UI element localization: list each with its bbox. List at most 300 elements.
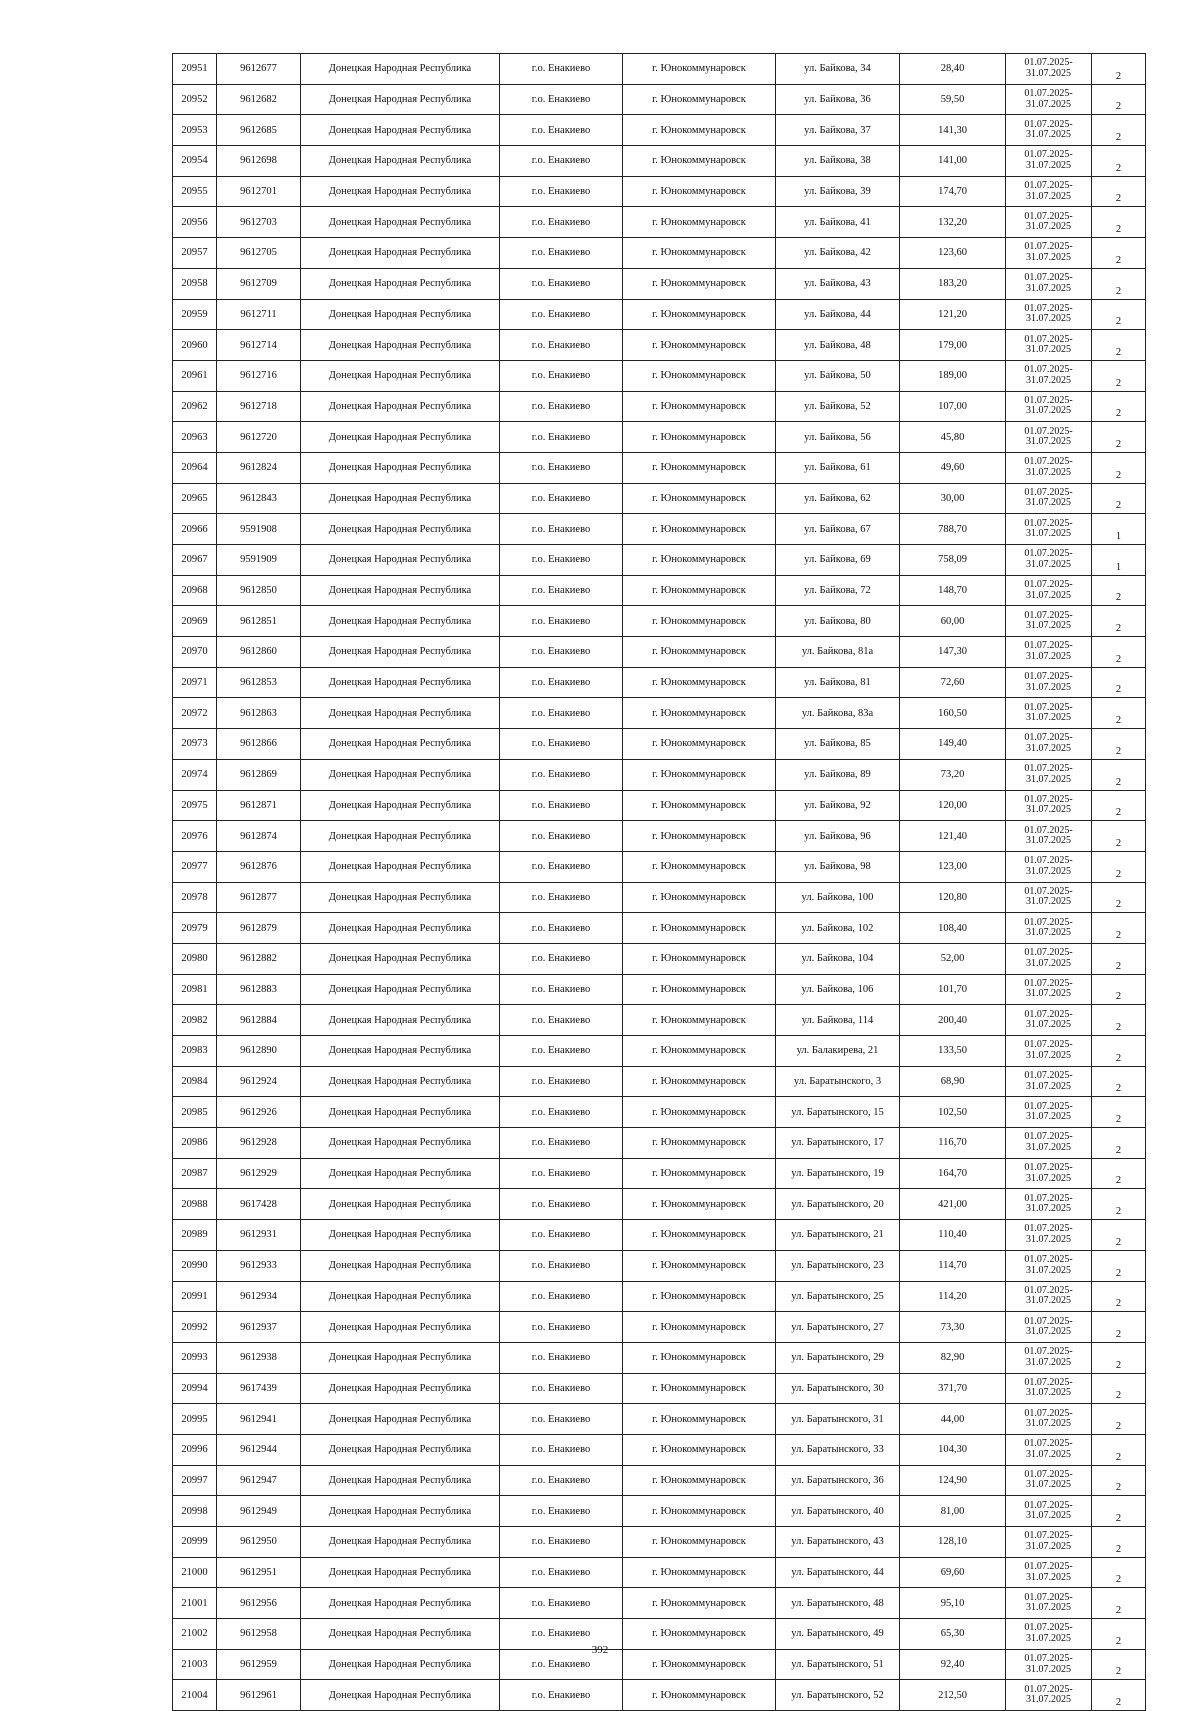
region-cell: Донецкая Народная Республика [301, 54, 500, 85]
table-row [173, 851, 1146, 882]
row-number-cell: 20977 [173, 851, 217, 882]
district-cell: г.о. Енакиево [500, 759, 623, 790]
region-cell: Донецкая Народная Республика [301, 268, 500, 299]
period-end: 31.07.2025 [1026, 773, 1071, 785]
code-cell: 9612720 [217, 422, 301, 453]
table-row [173, 1404, 1146, 1435]
table-row [173, 790, 1146, 821]
table-row [173, 1527, 1146, 1558]
address-cell: ул. Баратынского, 52 [776, 1680, 900, 1711]
period-end: 31.07.2025 [1026, 681, 1071, 693]
city-cell: г. Юнокоммунаровск [623, 667, 776, 698]
region-cell: Донецкая Народная Республика [301, 1496, 500, 1527]
district-cell: г.о. Енакиево [500, 483, 623, 514]
period-cell [1006, 1158, 1092, 1189]
address-cell: ул. Байкова, 81а [776, 637, 900, 668]
address-cell: ул. Баратынского, 29 [776, 1342, 900, 1373]
address-cell: ул. Баратынского, 44 [776, 1557, 900, 1588]
region-cell: Донецкая Народная Республика [301, 1158, 500, 1189]
code-cell: 9612851 [217, 606, 301, 637]
city-cell: г. Юнокоммунаровск [623, 698, 776, 729]
count-cell: 2 [1092, 729, 1146, 760]
table-row [173, 360, 1146, 391]
row-number-cell: 20984 [173, 1066, 217, 1097]
count-cell: 2 [1092, 943, 1146, 974]
city-cell: г. Юнокоммунаровск [623, 514, 776, 545]
period-cell [1006, 882, 1092, 913]
code-cell: 9612944 [217, 1434, 301, 1465]
row-number-cell: 20962 [173, 391, 217, 422]
period-start: 01.07.2025- [1024, 671, 1073, 683]
period-start: 01.07.2025- [1024, 210, 1073, 222]
period-end: 31.07.2025 [1026, 1233, 1071, 1245]
table-row [173, 1189, 1146, 1220]
address-cell: ул. Байкова, 43 [776, 268, 900, 299]
city-cell: г. Юнокоммунаровск [623, 974, 776, 1005]
row-number-cell: 20986 [173, 1128, 217, 1159]
period-start: 01.07.2025- [1024, 1376, 1073, 1388]
region-cell: Донецкая Народная Республика [301, 1250, 500, 1281]
period-start: 01.07.2025- [1024, 517, 1073, 529]
period-cell [1006, 790, 1092, 821]
count-cell: 2 [1092, 1281, 1146, 1312]
table-row [173, 422, 1146, 453]
table-row [173, 146, 1146, 177]
table-row [173, 1281, 1146, 1312]
period-end: 31.07.2025 [1026, 98, 1071, 110]
period-end: 31.07.2025 [1026, 865, 1071, 877]
city-cell: г. Юнокоммунаровск [623, 1619, 776, 1650]
table-row [173, 483, 1146, 514]
city-cell: г. Юнокоммунаровск [623, 1404, 776, 1435]
area-cell: 49,60 [900, 452, 1006, 483]
period-cell [1006, 545, 1092, 576]
row-number-cell: 20988 [173, 1189, 217, 1220]
period-cell [1006, 1496, 1092, 1527]
city-cell: г. Юнокоммунаровск [623, 483, 776, 514]
district-cell: г.о. Енакиево [500, 1649, 623, 1680]
count-cell: 2 [1092, 575, 1146, 606]
city-cell: г. Юнокоммунаровск [623, 882, 776, 913]
table-row [173, 1066, 1146, 1097]
address-cell: ул. Байкова, 92 [776, 790, 900, 821]
count-cell: 2 [1092, 483, 1146, 514]
address-cell: ул. Баратынского, 15 [776, 1097, 900, 1128]
row-number-cell: 20956 [173, 207, 217, 238]
address-cell: ул. Баратынского, 23 [776, 1250, 900, 1281]
area-cell: 72,60 [900, 667, 1006, 698]
district-cell: г.о. Енакиево [500, 514, 623, 545]
period-end: 31.07.2025 [1026, 282, 1071, 294]
table-row [173, 974, 1146, 1005]
count-cell: 1 [1092, 545, 1146, 576]
area-cell: 128,10 [900, 1527, 1006, 1558]
area-cell: 149,40 [900, 729, 1006, 760]
code-cell: 9612824 [217, 452, 301, 483]
district-cell: г.о. Енакиево [500, 452, 623, 483]
period-end: 31.07.2025 [1026, 1264, 1071, 1276]
region-cell: Донецкая Народная Республика [301, 1312, 500, 1343]
region-cell: Донецкая Народная Республика [301, 821, 500, 852]
count-cell: 2 [1092, 1220, 1146, 1251]
count-cell: 2 [1092, 1434, 1146, 1465]
area-cell: 114,70 [900, 1250, 1006, 1281]
table-row [173, 1680, 1146, 1711]
city-cell: г. Юнокоммунаровск [623, 790, 776, 821]
region-cell: Донецкая Народная Республика [301, 882, 500, 913]
region-cell: Донецкая Народная Республика [301, 545, 500, 576]
district-cell: г.о. Енакиево [500, 575, 623, 606]
row-number-cell: 20979 [173, 913, 217, 944]
address-cell: ул. Байкова, 52 [776, 391, 900, 422]
city-cell: г. Юнокоммунаровск [623, 606, 776, 637]
table-row [173, 115, 1146, 146]
period-end: 31.07.2025 [1026, 344, 1071, 356]
period-end: 31.07.2025 [1026, 835, 1071, 847]
period-start: 01.07.2025- [1024, 1315, 1073, 1327]
row-number-cell: 20972 [173, 698, 217, 729]
address-cell: ул. Байкова, 98 [776, 851, 900, 882]
address-cell: ул. Баратынского, 17 [776, 1128, 900, 1159]
area-cell: 200,40 [900, 1005, 1006, 1036]
period-cell [1006, 1005, 1092, 1036]
area-cell: 141,00 [900, 146, 1006, 177]
count-cell: 2 [1092, 1557, 1146, 1588]
region-cell: Донецкая Народная Республика [301, 974, 500, 1005]
district-cell: г.о. Енакиево [500, 1434, 623, 1465]
period-end: 31.07.2025 [1026, 528, 1071, 540]
row-number-cell: 20955 [173, 176, 217, 207]
period-cell [1006, 176, 1092, 207]
address-cell: ул. Байкова, 44 [776, 299, 900, 330]
area-cell: 189,00 [900, 360, 1006, 391]
count-cell: 2 [1092, 606, 1146, 637]
count-cell: 2 [1092, 974, 1146, 1005]
region-cell: Донецкая Народная Республика [301, 360, 500, 391]
district-cell: г.о. Енакиево [500, 330, 623, 361]
region-cell: Донецкая Народная Республика [301, 330, 500, 361]
period-cell [1006, 637, 1092, 668]
area-cell: 132,20 [900, 207, 1006, 238]
code-cell: 9612711 [217, 299, 301, 330]
period-end: 31.07.2025 [1026, 742, 1071, 754]
period-end: 31.07.2025 [1026, 620, 1071, 632]
period-start: 01.07.2025- [1024, 579, 1073, 591]
region-cell: Донецкая Народная Республика [301, 391, 500, 422]
period-start: 01.07.2025- [1024, 1653, 1073, 1665]
address-cell: ул. Байкова, 50 [776, 360, 900, 391]
period-cell [1006, 1128, 1092, 1159]
region-cell: Донецкая Народная Республика [301, 299, 500, 330]
area-cell: 116,70 [900, 1128, 1006, 1159]
region-cell: Донецкая Народная Республика [301, 1557, 500, 1588]
code-cell: 9612853 [217, 667, 301, 698]
period-start: 01.07.2025- [1024, 1223, 1073, 1235]
period-cell [1006, 54, 1092, 85]
area-cell: 104,30 [900, 1434, 1006, 1465]
period-end: 31.07.2025 [1026, 1387, 1071, 1399]
period-end: 31.07.2025 [1026, 1356, 1071, 1368]
district-cell: г.о. Енакиево [500, 1189, 623, 1220]
table-row [173, 1097, 1146, 1128]
period-cell [1006, 974, 1092, 1005]
code-cell: 9612924 [217, 1066, 301, 1097]
city-cell: г. Юнокоммунаровск [623, 84, 776, 115]
region-cell: Донецкая Народная Республика [301, 84, 500, 115]
count-cell: 2 [1092, 882, 1146, 913]
table-row [173, 698, 1146, 729]
city-cell: г. Юнокоммунаровск [623, 268, 776, 299]
period-start: 01.07.2025- [1024, 1407, 1073, 1419]
area-cell: 102,50 [900, 1097, 1006, 1128]
district-cell: г.о. Енакиево [500, 729, 623, 760]
count-cell: 2 [1092, 1527, 1146, 1558]
region-cell: Донецкая Народная Республика [301, 176, 500, 207]
period-start: 01.07.2025- [1024, 1438, 1073, 1450]
region-cell: Донецкая Народная Республика [301, 943, 500, 974]
district-cell: г.о. Енакиево [500, 1250, 623, 1281]
city-cell: г. Юнокоммунаровск [623, 545, 776, 576]
code-cell: 9612961 [217, 1680, 301, 1711]
city-cell: г. Юнокоммунаровск [623, 422, 776, 453]
table-row [173, 667, 1146, 698]
area-cell: 65,30 [900, 1619, 1006, 1650]
code-cell: 9612871 [217, 790, 301, 821]
period-start: 01.07.2025- [1024, 425, 1073, 437]
area-cell: 147,30 [900, 637, 1006, 668]
period-cell [1006, 821, 1092, 852]
district-cell: г.о. Енакиево [500, 1404, 623, 1435]
row-number-cell: 21002 [173, 1619, 217, 1650]
city-cell: г. Юнокоммунаровск [623, 1373, 776, 1404]
code-cell: 9612937 [217, 1312, 301, 1343]
code-cell: 9617439 [217, 1373, 301, 1404]
count-cell: 2 [1092, 452, 1146, 483]
code-cell: 9612718 [217, 391, 301, 422]
code-cell: 9612863 [217, 698, 301, 729]
count-cell: 2 [1092, 84, 1146, 115]
area-cell: 68,90 [900, 1066, 1006, 1097]
period-start: 01.07.2025- [1024, 1131, 1073, 1143]
table-row [173, 1342, 1146, 1373]
city-cell: г. Юнокоммунаровск [623, 1527, 776, 1558]
table-row [173, 545, 1146, 576]
table-row [173, 1250, 1146, 1281]
period-end: 31.07.2025 [1026, 159, 1071, 171]
row-number-cell: 20982 [173, 1005, 217, 1036]
region-cell: Донецкая Народная Республика [301, 667, 500, 698]
city-cell: г. Юнокоммунаровск [623, 54, 776, 85]
area-cell: 60,00 [900, 606, 1006, 637]
code-cell: 9612698 [217, 146, 301, 177]
district-cell: г.о. Енакиево [500, 1312, 623, 1343]
period-start: 01.07.2025- [1024, 1499, 1073, 1511]
table-row [173, 575, 1146, 606]
address-cell: ул. Байкова, 83а [776, 698, 900, 729]
table-row [173, 1496, 1146, 1527]
period-start: 01.07.2025- [1024, 548, 1073, 560]
period-end: 31.07.2025 [1026, 466, 1071, 478]
code-cell: 9612890 [217, 1036, 301, 1067]
count-cell: 2 [1092, 1312, 1146, 1343]
region-cell: Донецкая Народная Республика [301, 452, 500, 483]
region-cell: Донецкая Народная Республика [301, 1404, 500, 1435]
count-cell: 2 [1092, 268, 1146, 299]
area-cell: 123,00 [900, 851, 1006, 882]
count-cell: 2 [1092, 851, 1146, 882]
address-cell: ул. Байкова, 41 [776, 207, 900, 238]
period-end: 31.07.2025 [1026, 1540, 1071, 1552]
region-cell: Донецкая Народная Республика [301, 1281, 500, 1312]
region-cell: Донецкая Народная Республика [301, 637, 500, 668]
city-cell: г. Юнокоммунаровск [623, 1250, 776, 1281]
region-cell: Донецкая Народная Республика [301, 514, 500, 545]
table-row [173, 882, 1146, 913]
row-number-cell: 21003 [173, 1649, 217, 1680]
area-cell: 371,70 [900, 1373, 1006, 1404]
city-cell: г. Юнокоммунаровск [623, 851, 776, 882]
city-cell: г. Юнокоммунаровск [623, 1557, 776, 1588]
city-cell: г. Юнокоммунаровск [623, 575, 776, 606]
region-cell: Донецкая Народная Республика [301, 1619, 500, 1650]
code-cell: 9612860 [217, 637, 301, 668]
table-row [173, 84, 1146, 115]
region-cell: Донецкая Народная Республика [301, 115, 500, 146]
district-cell: г.о. Енакиево [500, 1097, 623, 1128]
district-cell: г.о. Енакиево [500, 1588, 623, 1619]
row-number-cell: 20967 [173, 545, 217, 576]
count-cell: 2 [1092, 360, 1146, 391]
count-cell: 2 [1092, 391, 1146, 422]
district-cell: г.о. Енакиево [500, 115, 623, 146]
code-cell: 9617428 [217, 1189, 301, 1220]
region-cell: Донецкая Народная Республика [301, 1434, 500, 1465]
area-cell: 28,40 [900, 54, 1006, 85]
district-cell: г.о. Енакиево [500, 790, 623, 821]
table-row [173, 606, 1146, 637]
district-cell: г.о. Енакиево [500, 1220, 623, 1251]
row-number-cell: 20989 [173, 1220, 217, 1251]
code-cell: 9612701 [217, 176, 301, 207]
period-start: 01.07.2025- [1024, 824, 1073, 836]
period-start: 01.07.2025- [1024, 88, 1073, 100]
table-row [173, 391, 1146, 422]
row-number-cell: 21001 [173, 1588, 217, 1619]
district-cell: г.о. Енакиево [500, 913, 623, 944]
region-cell: Донецкая Народная Республика [301, 759, 500, 790]
period-end: 31.07.2025 [1026, 313, 1071, 325]
count-cell: 2 [1092, 790, 1146, 821]
city-cell: г. Юнокоммунаровск [623, 943, 776, 974]
address-cell: ул. Байкова, 39 [776, 176, 900, 207]
district-cell: г.о. Енакиево [500, 637, 623, 668]
period-cell [1006, 606, 1092, 637]
period-cell [1006, 1557, 1092, 1588]
district-cell: г.о. Енакиево [500, 667, 623, 698]
area-cell: 174,70 [900, 176, 1006, 207]
code-cell: 9591908 [217, 514, 301, 545]
count-cell: 2 [1092, 176, 1146, 207]
period-start: 01.07.2025- [1024, 1683, 1073, 1695]
district-cell: г.о. Енакиево [500, 268, 623, 299]
row-number-cell: 20961 [173, 360, 217, 391]
period-start: 01.07.2025- [1024, 1346, 1073, 1358]
area-cell: 52,00 [900, 943, 1006, 974]
code-cell: 9612928 [217, 1128, 301, 1159]
table-row [173, 1005, 1146, 1036]
row-number-cell: 21004 [173, 1680, 217, 1711]
code-cell: 9612931 [217, 1220, 301, 1251]
address-cell: ул. Байкова, 34 [776, 54, 900, 85]
address-cell: ул. Байкова, 67 [776, 514, 900, 545]
code-cell: 9612951 [217, 1557, 301, 1588]
period-cell [1006, 299, 1092, 330]
table-row [173, 943, 1146, 974]
area-cell: 95,10 [900, 1588, 1006, 1619]
code-cell: 9612941 [217, 1404, 301, 1435]
row-number-cell: 20966 [173, 514, 217, 545]
period-end: 31.07.2025 [1026, 712, 1071, 724]
city-cell: г. Юнокоммунаровск [623, 452, 776, 483]
district-cell: г.о. Енакиево [500, 1557, 623, 1588]
code-cell: 9612929 [217, 1158, 301, 1189]
period-start: 01.07.2025- [1024, 1530, 1073, 1542]
city-cell: г. Юнокоммунаровск [623, 1189, 776, 1220]
city-cell: г. Юнокоммунаровск [623, 1465, 776, 1496]
address-cell: ул. Баратынского, 3 [776, 1066, 900, 1097]
count-cell: 2 [1092, 299, 1146, 330]
count-cell: 2 [1092, 1619, 1146, 1650]
address-cell: ул. Байкова, 62 [776, 483, 900, 514]
district-cell: г.о. Енакиево [500, 84, 623, 115]
period-end: 31.07.2025 [1026, 1203, 1071, 1215]
period-cell [1006, 729, 1092, 760]
code-cell: 9612879 [217, 913, 301, 944]
count-cell: 2 [1092, 54, 1146, 85]
district-cell: г.о. Енакиево [500, 1158, 623, 1189]
period-start: 01.07.2025- [1024, 1070, 1073, 1082]
code-cell: 9612933 [217, 1250, 301, 1281]
row-number-cell: 20983 [173, 1036, 217, 1067]
period-end: 31.07.2025 [1026, 1663, 1071, 1675]
period-end: 31.07.2025 [1026, 1602, 1071, 1614]
count-cell: 2 [1092, 1189, 1146, 1220]
period-start: 01.07.2025- [1024, 732, 1073, 744]
address-cell: ул. Баратынского, 43 [776, 1527, 900, 1558]
city-cell: г. Юнокоммунаровск [623, 1097, 776, 1128]
code-cell: 9612884 [217, 1005, 301, 1036]
region-cell: Донецкая Народная Республика [301, 238, 500, 269]
district-cell: г.о. Енакиево [500, 391, 623, 422]
count-cell: 2 [1092, 1250, 1146, 1281]
table-body [173, 54, 1146, 1711]
period-end: 31.07.2025 [1026, 804, 1071, 816]
city-cell: г. Юнокоммунаровск [623, 1680, 776, 1711]
table-row [173, 1465, 1146, 1496]
period-start: 01.07.2025- [1024, 763, 1073, 775]
district-cell: г.о. Енакиево [500, 882, 623, 913]
district-cell: г.о. Енакиево [500, 1128, 623, 1159]
table-row [173, 452, 1146, 483]
area-cell: 123,60 [900, 238, 1006, 269]
region-cell: Донецкая Народная Республика [301, 1342, 500, 1373]
row-number-cell: 20980 [173, 943, 217, 974]
period-start: 01.07.2025- [1024, 855, 1073, 867]
period-cell [1006, 1588, 1092, 1619]
city-cell: г. Юнокоммунаровск [623, 1342, 776, 1373]
row-number-cell: 20974 [173, 759, 217, 790]
area-cell: 59,50 [900, 84, 1006, 115]
